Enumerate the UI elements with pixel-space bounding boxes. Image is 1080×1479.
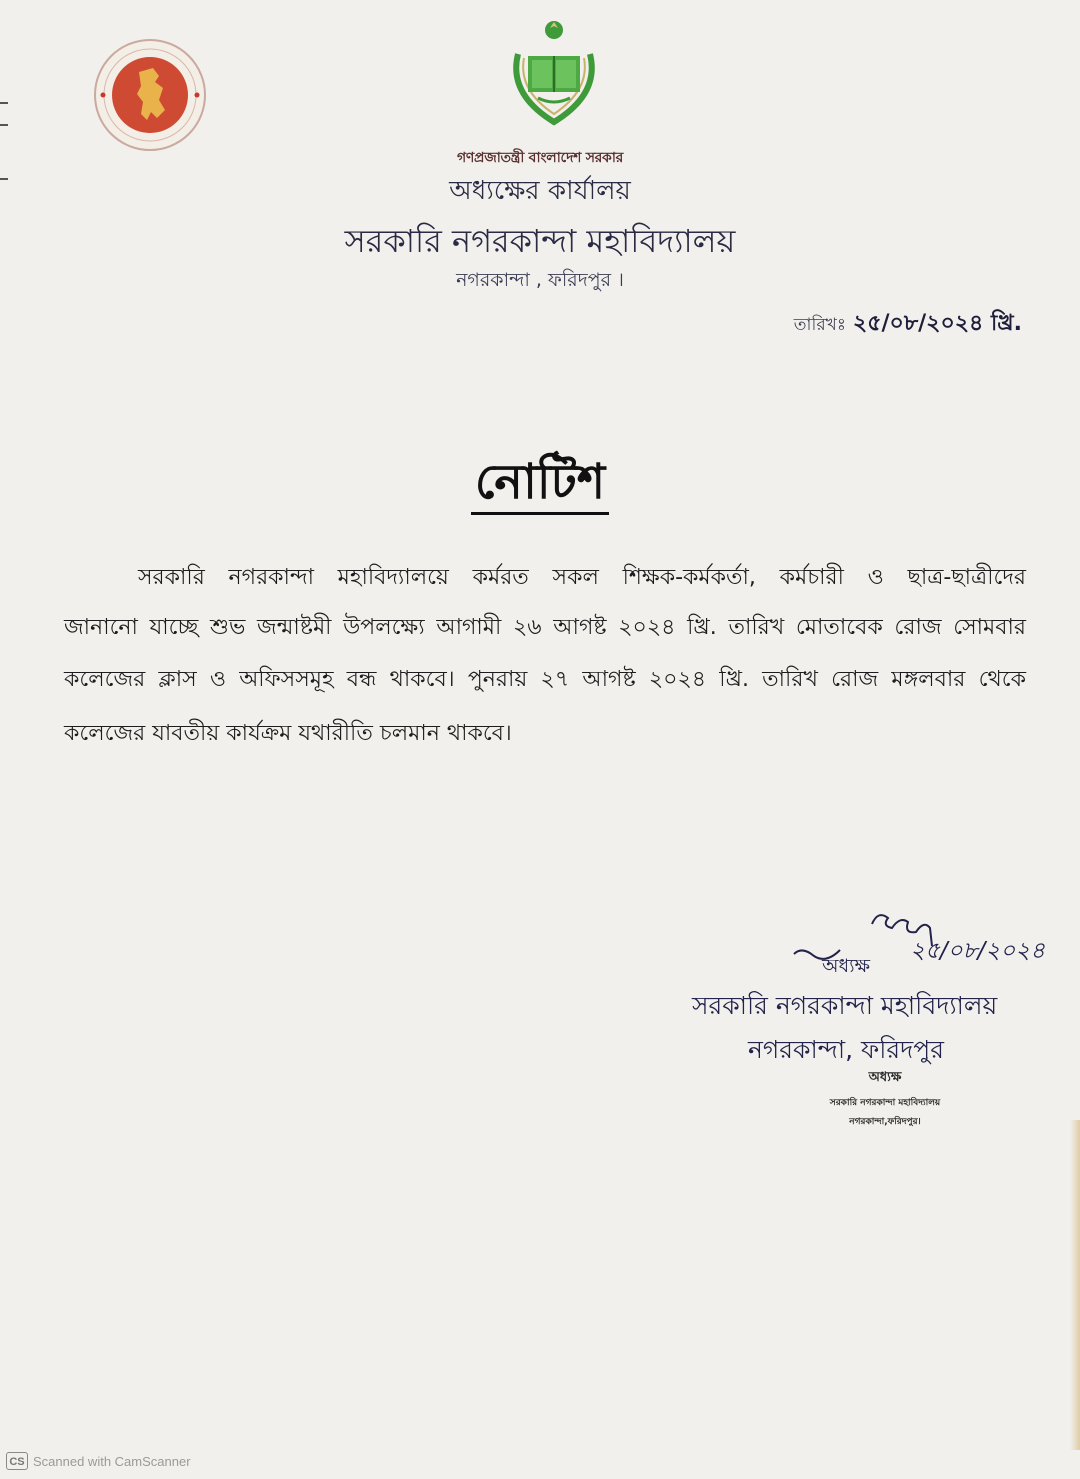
notice-body-line: কলেজের যাবতীয় কার্যক্রম যথারীতি চলমান থাকবে। [64, 721, 512, 746]
notice-body-line: সরকারি নগরকান্দা মহাবিদ্যালয়ে কর্মরত সকল শিক্ষক-কর্মকর্তা, কর্মচারী ও ছাত্র-ছাত্রীদের [138, 565, 1026, 590]
scan-shadow [1070, 1120, 1080, 1450]
notice-body-line: কলেজের ক্লাস ও অফিসসমূহ বন্ধ থাকবে। পুনরায় ২৭ আগষ্ট ২০২৪ খ্রি. তারিখ রোজ মঙ্গলবার থেকে [64, 667, 1026, 692]
stamp-address: নগরকান্দা,ফরিদপুর। [849, 1117, 921, 1127]
date-value: ২৫/০৮/২০২৪ খ্রি. [852, 311, 1022, 336]
notice-title [0, 455, 1080, 515]
camscanner-text: Scanned with CamScanner [33, 1453, 191, 1469]
page-edge-mark [0, 102, 8, 104]
date-label: তারিখঃ [793, 315, 846, 335]
stamp-college: সরকারি নগরকান্দা মহাবিদ্যালয় [829, 1098, 941, 1108]
notice-title-text: নোটিশ [471, 455, 609, 515]
signatory-title: অধ্যক্ষ [822, 955, 871, 977]
college-address: নগরকান্দা , ফরিদপুর । [456, 269, 624, 291]
camscanner-logo-icon: CS [6, 1452, 28, 1470]
college-emblem-icon [498, 14, 610, 134]
stamp-title: অধ্যক্ষ [868, 1070, 902, 1085]
notice-body-line: জানানো যাচ্ছে শুভ জন্মাষ্টমী উপলক্ষ্যে আগামী ২৬ আগষ্ট ২০২৪ খ্রি. তারিখ মোতাবেক রোজ সোমবার [64, 615, 1026, 640]
signatory-college: সরকারি নগরকান্দা মহাবিদ্যালয় [692, 991, 998, 1020]
notice-date [794, 306, 1022, 343]
office-name: অধ্যক্ষের কার্যালয় [449, 176, 631, 206]
government-seal-icon [93, 38, 207, 152]
camscanner-watermark [6, 1452, 191, 1470]
signature-handwritten-date: ২৫/০৮/২০২৪ [910, 938, 1046, 964]
signatory-address: নগরকান্দা, ফরিদপুর [748, 1035, 945, 1064]
page-edge-mark [0, 124, 8, 126]
college-name: সরকারি নগরকান্দা মহাবিদ্যালয় [344, 222, 736, 260]
government-name: গণপ্রজাতন্ত্রী বাংলাদেশ সরকার [457, 150, 623, 166]
principal-stamp [770, 1068, 1000, 1129]
